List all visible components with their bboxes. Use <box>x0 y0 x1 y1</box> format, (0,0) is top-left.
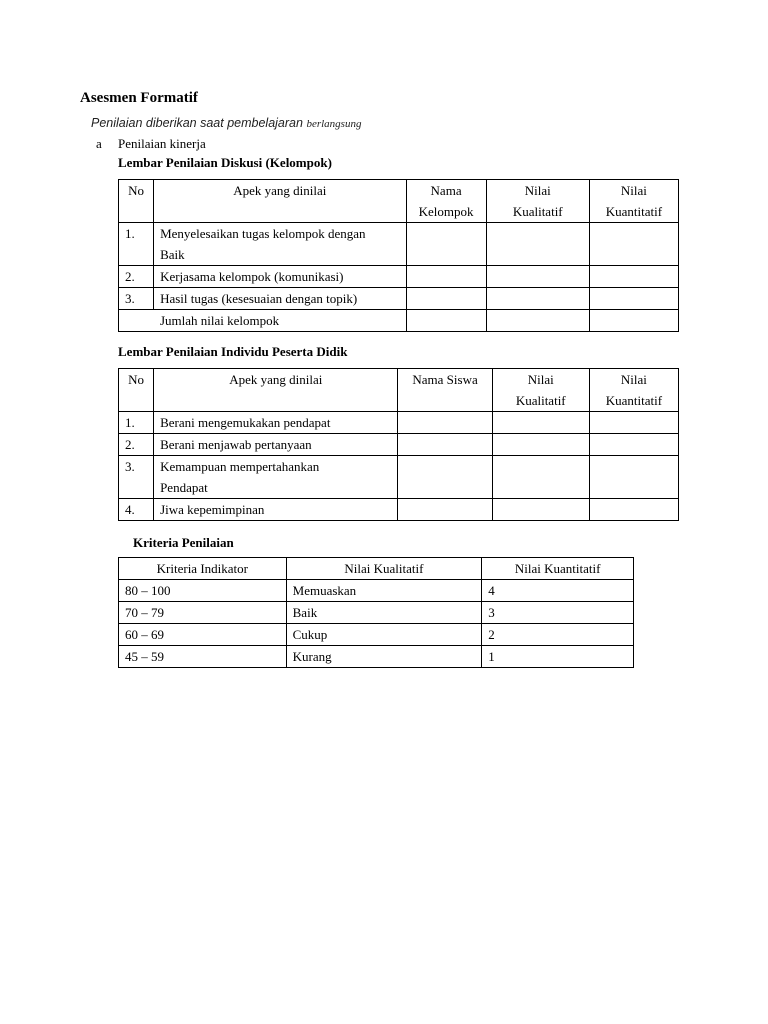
cell-aspect: Jiwa kepemimpinan <box>154 499 398 521</box>
cell-text: Baik <box>160 247 185 262</box>
header-indicator: Kriteria Indikator <box>119 558 287 580</box>
table-row <box>119 266 679 288</box>
subtitle <box>91 116 361 130</box>
cell-empty <box>486 266 589 288</box>
cell-no: 4. <box>119 499 154 521</box>
cell-empty <box>589 456 678 499</box>
cell-no: 3. <box>119 288 154 310</box>
cell-empty <box>589 412 678 434</box>
header-text: Nilai <box>527 372 554 387</box>
cell-empty <box>486 223 589 266</box>
header-aspect: Apek yang dinilai <box>154 180 406 223</box>
table-row <box>119 646 634 668</box>
cell-qualitative: Cukup <box>286 624 482 646</box>
cell-empty <box>398 499 492 521</box>
cell-aspect: Berani menjawab pertanyaan <box>154 434 398 456</box>
cell-aspect <box>154 223 406 266</box>
cell-empty <box>492 456 589 499</box>
individual-sheet-heading: Lembar Penilaian Individu Peserta Didik <box>118 344 348 359</box>
header-text: Nilai <box>620 183 647 198</box>
cell-empty <box>492 434 589 456</box>
cell-text: Kemampuan mempertahankan <box>160 459 320 474</box>
cell-empty <box>486 310 589 332</box>
cell-empty <box>492 412 589 434</box>
table-header-row <box>119 558 634 580</box>
cell-aspect: Hasil tugas (kesesuaian dengan topik) <box>154 288 406 310</box>
cell-no: 2. <box>119 266 154 288</box>
individual-assessment-table <box>118 368 679 521</box>
cell-no: 3. <box>119 456 154 499</box>
header-no: No <box>119 180 154 223</box>
group-assessment-table <box>118 179 679 332</box>
cell-no: 2. <box>119 434 154 456</box>
header-text: Kelompok <box>418 204 474 219</box>
table-row <box>119 499 679 521</box>
cell-empty <box>589 223 678 266</box>
table-total-row <box>119 310 679 332</box>
page-title: Asesmen Formatif <box>80 90 198 106</box>
group-sheet-heading: Lembar Penilaian Diskusi (Kelompok) <box>118 155 332 170</box>
criteria-table <box>118 557 634 668</box>
cell-text: Menyelesaikan tugas kelompok dengan <box>160 226 366 241</box>
table-header-row <box>119 180 679 223</box>
cell-text: Pendapat <box>160 480 208 495</box>
cell-total: Jumlah nilai kelompok <box>119 310 407 332</box>
cell-range: 60 – 69 <box>119 624 287 646</box>
cell-range: 45 – 59 <box>119 646 287 668</box>
table-row <box>119 434 679 456</box>
header-qualitative: Nilai Kualitatif <box>286 558 482 580</box>
table-row <box>119 456 679 499</box>
table-row <box>119 223 679 266</box>
subtitle-small: berlangsung <box>306 118 362 130</box>
header-text: Nama <box>430 183 462 198</box>
cell-qualitative: Kurang <box>286 646 482 668</box>
cell-no: 1. <box>119 223 154 266</box>
cell-empty <box>589 310 678 332</box>
cell-aspect <box>154 456 398 499</box>
header-group-name <box>406 180 486 223</box>
cell-range: 80 – 100 <box>119 580 287 602</box>
cell-quantitative: 2 <box>482 624 634 646</box>
header-text: Kuantitatif <box>605 204 663 219</box>
list-marker: a <box>96 136 102 151</box>
cell-empty <box>398 456 492 499</box>
header-text: Kualitatif <box>515 393 566 408</box>
cell-empty <box>589 266 678 288</box>
cell-empty <box>486 288 589 310</box>
header-qualitative <box>486 180 589 223</box>
header-quantitative <box>589 369 678 412</box>
header-quantitative <box>589 180 678 223</box>
criteria-heading: Kriteria Penilaian <box>133 535 234 550</box>
header-qualitative <box>492 369 589 412</box>
cell-empty <box>589 499 678 521</box>
cell-qualitative: Baik <box>286 602 482 624</box>
header-no: No <box>119 369 154 412</box>
cell-aspect: Berani mengemukakan pendapat <box>154 412 398 434</box>
table-row <box>119 602 634 624</box>
table-row <box>119 288 679 310</box>
cell-empty <box>406 310 486 332</box>
cell-empty <box>398 434 492 456</box>
cell-empty <box>589 434 678 456</box>
cell-empty <box>589 288 678 310</box>
header-aspect: Apek yang dinilai <box>154 369 398 412</box>
header-text: Nilai <box>620 372 647 387</box>
table-row <box>119 412 679 434</box>
list-item-text: Penilaian kinerja <box>118 136 206 151</box>
cell-empty <box>406 223 486 266</box>
cell-quantitative: 1 <box>482 646 634 668</box>
header-quantitative: Nilai Kuantitatif <box>482 558 634 580</box>
cell-empty <box>406 288 486 310</box>
subtitle-main: Penilaian diberikan saat pembelajaran <box>91 116 303 130</box>
table-header-row <box>119 369 679 412</box>
cell-range: 70 – 79 <box>119 602 287 624</box>
table-row <box>119 580 634 602</box>
cell-empty <box>492 499 589 521</box>
header-text: Nilai <box>524 183 551 198</box>
cell-aspect: Kerjasama kelompok (komunikasi) <box>154 266 406 288</box>
cell-qualitative: Memuaskan <box>286 580 482 602</box>
cell-quantitative: 4 <box>482 580 634 602</box>
cell-empty <box>406 266 486 288</box>
cell-quantitative: 3 <box>482 602 634 624</box>
header-student-name: Nama Siswa <box>398 369 492 412</box>
header-text: Kuantitatif <box>605 393 663 408</box>
cell-no: 1. <box>119 412 154 434</box>
table-row <box>119 624 634 646</box>
header-text: Kualitatif <box>512 204 563 219</box>
cell-empty <box>398 412 492 434</box>
